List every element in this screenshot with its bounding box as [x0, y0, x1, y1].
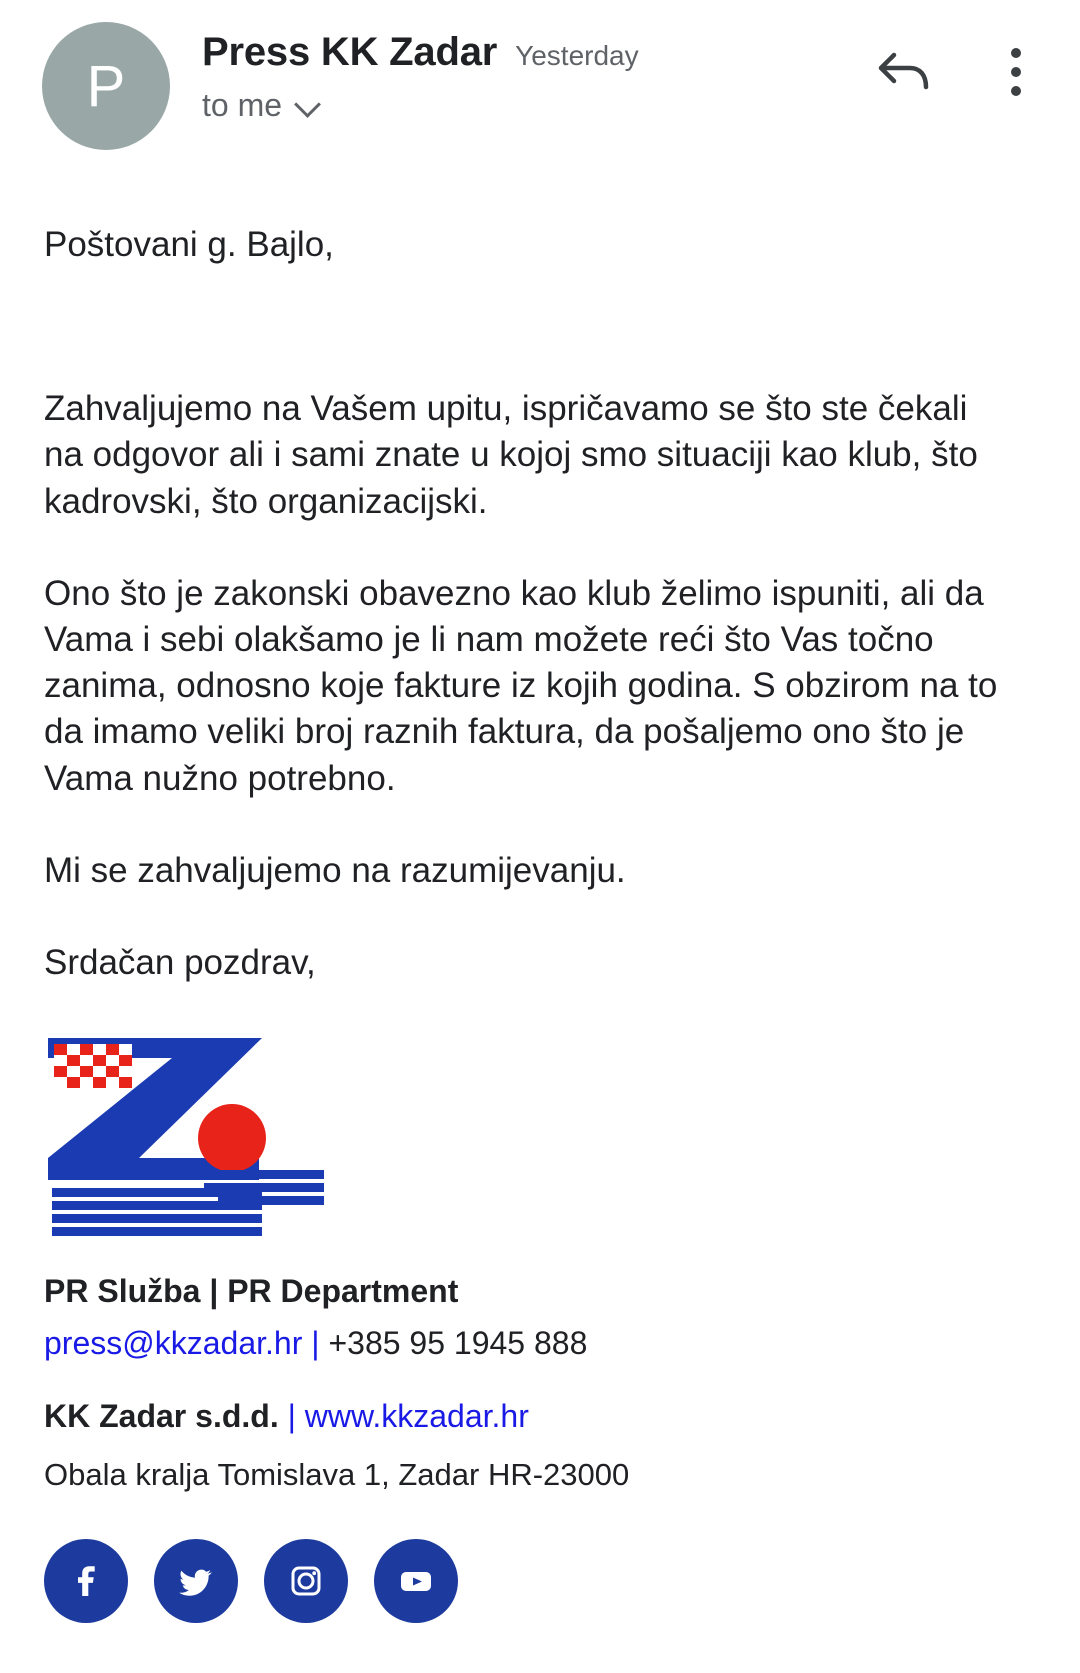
message-body — [0, 160, 1080, 986]
signoff-text: Srdačan pozdrav, — [44, 942, 316, 982]
youtube-button[interactable] — [374, 1539, 458, 1623]
twitter-button[interactable] — [154, 1539, 238, 1623]
body-paragraph-2: Ono što je zakonski obavezno kao klub želimo ispuniti, ali da Vama i sebi olakšamo je li nam možete reći što Vas točno zanima, odnosno koje fakture iz kojih godina. S obzirom na to da imamo veliki broj raznih faktura, da pošaljemo ono što je Vama nužno potrebno. — [44, 573, 998, 798]
signature-separator-1: | — [311, 1324, 320, 1361]
recipient-row[interactable] — [202, 87, 876, 124]
reply-button[interactable] — [876, 44, 932, 100]
signature-website-link[interactable]: www.kkzadar.hr — [304, 1397, 529, 1434]
reply-arrow-icon — [877, 49, 931, 95]
signature-address: Obala kralja Tomislava 1, Zadar HR-23000 — [44, 1457, 630, 1493]
header-actions — [876, 22, 1054, 100]
body-paragraph-3: Mi se zahvaljujemo na razumijevanju. — [44, 850, 626, 890]
signature-contact — [44, 1321, 1036, 1366]
signature-company-row — [44, 1394, 1036, 1439]
greeting-text: Poštovani g. Bajlo, — [44, 225, 334, 264]
signature-separator-2: | — [287, 1397, 296, 1434]
message-timestamp: Yesterday — [515, 40, 639, 71]
sender-name: Press KK Zadar — [202, 30, 498, 74]
recipient-label: to me — [202, 87, 283, 123]
signature-department — [44, 1269, 1036, 1314]
body-paragraph-1: Zahvaljujemo na Vašem upitu, ispričavamo se što ste čekali na odgovor ali i sami znate u kojoj smo situaciji kao klub, što kadrovski, što organizacijski. — [44, 389, 978, 521]
avatar: P — [42, 22, 170, 150]
youtube-icon — [394, 1559, 438, 1603]
twitter-icon — [174, 1559, 218, 1603]
signature-phone: +385 95 1945 888 — [328, 1324, 588, 1361]
signature-company: KK Zadar s.d.d. — [44, 1397, 279, 1434]
sender-info — [202, 22, 876, 124]
chevron-down-icon[interactable] — [296, 93, 322, 119]
message-header — [0, 0, 1080, 160]
more-options-button[interactable] — [988, 44, 1044, 100]
more-vertical-icon — [1010, 48, 1022, 96]
kk-zadar-logo — [44, 1030, 324, 1245]
email-signature — [0, 1269, 1080, 1497]
signature-email-link[interactable]: press@kkzadar.hr — [44, 1324, 303, 1361]
signature-department-text: PR Služba | PR Department — [44, 1273, 459, 1310]
facebook-button[interactable] — [44, 1539, 128, 1623]
sender-line — [202, 30, 876, 75]
facebook-icon — [64, 1559, 108, 1603]
instagram-button[interactable] — [264, 1539, 348, 1623]
instagram-icon — [284, 1559, 328, 1603]
social-links — [0, 1497, 1080, 1673]
